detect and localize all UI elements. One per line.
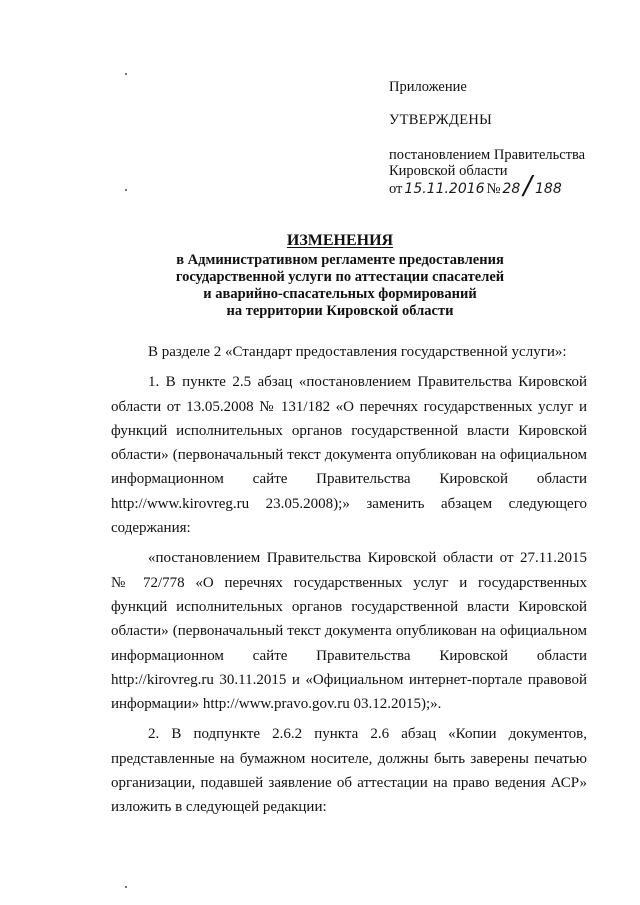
handwritten-number-part2: 188 (535, 181, 562, 197)
document-body (111, 340, 587, 820)
subtitle-line-3: и аварийно-спасательных формирований (203, 286, 477, 302)
date-prefix: от (389, 181, 403, 197)
section-intro-paragraph: В разделе 2 «Стандарт предоставления государственной услуги»: (148, 344, 567, 360)
subtitle-line-2: государственной услуги по аттестации спасателей (175, 269, 505, 285)
document-title: ИЗМЕНЕНИЯ (286, 232, 394, 249)
appendix-label: Приложение (389, 79, 467, 95)
scan-speck (125, 886, 127, 888)
handwritten-slash: / (523, 171, 533, 201)
paragraph-replacement-text: «постановлением Правительства Кировской области от 27.11.2015 № 72/778 «О перечнях государственных услуг и государственных функций исполнительных органов государственной власти Кировской области» (первоначальный текст документа опубликован на официальном информационном сайте Правительства Кировской области http://kirovreg.ru 30.11.2015 и «Официальном интернет-портале правовой информации» http://www.pravo.gov.ru 03.12.2015);». (111, 550, 587, 713)
approved-region-line: Кировской области (389, 163, 508, 179)
paragraph-item-2: 2. В подпункте 2.6.2 пункта 2.6 абзац «Копии документов, представленные на бумажном носителе, должны быть заверены печатью организации, подавшей заявление об аттестации на право ведения АСР» изложить в следующей редакции: (111, 726, 587, 816)
scan-speck (125, 73, 127, 75)
handwritten-number-part1: 28 (502, 181, 521, 197)
handwritten-date: 15.11.2016 (404, 181, 485, 197)
approved-by-line: постановлением Правительства (389, 147, 586, 163)
subtitle-line-4: на территории Кировской области (226, 303, 454, 319)
approved-label: УТВЕРЖДЕНЫ (389, 112, 493, 128)
paragraph-item-1: 1. В пункте 2.5 абзац «постановлением Правительства Кировской области от 13.05.2008 № 131/182 «О перечнях государственных услуг и функций исполнительных органов государственной власти Кировской области» (первоначальный текст документа опубликован на официальном информационном сайте Правительства Кировской области http://www.kirovreg.ru 23.05.2008);» заменить абзацем следующего содержания: (111, 374, 587, 537)
subtitle-line-1: в Административном регламенте предоставления (176, 252, 504, 268)
number-prefix: № (486, 181, 501, 197)
scan-speck (125, 189, 127, 191)
